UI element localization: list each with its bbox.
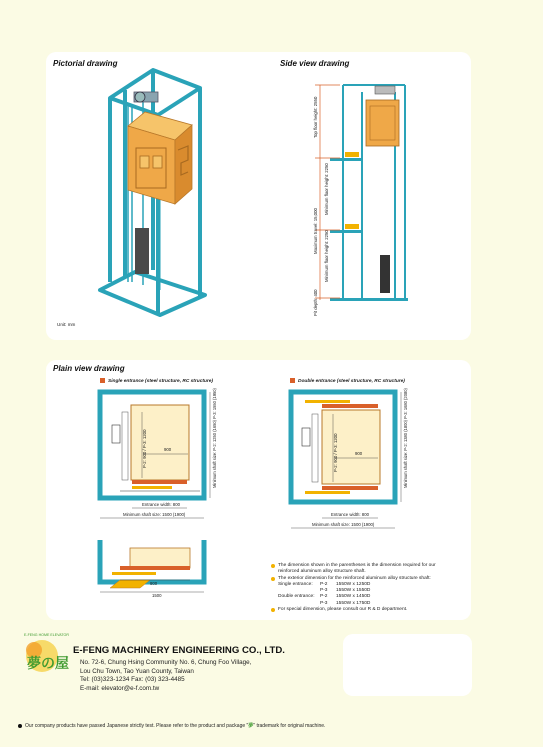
single-car-depth: P-2: 900 / P-3: 1200: [142, 429, 147, 468]
footer-logo: 夢: [248, 723, 254, 729]
side-view-heading: Side view drawing: [280, 59, 350, 68]
max-travel: Maximum travel: 15,000: [313, 208, 318, 254]
detail-dim-1: 800: [150, 581, 158, 586]
company-name: E-FENG MACHINERY ENGINEERING CO., LTD.: [73, 645, 285, 656]
spec-row: Double entrance: P-2 1550W x 1450D: [278, 594, 371, 600]
single-car-width: 900: [164, 447, 172, 452]
address-line-1: No. 72-6, Chung Hsing Community No. 6, Chung Foo Village,: [80, 659, 252, 666]
note-1: The dimension shown in the parentheses is the dimension required for our: [271, 563, 481, 569]
company-address: [80, 659, 251, 693]
min-floor-height-2: Minimum floor height: 2250: [324, 230, 329, 282]
note-1-cont: reinforced aluminum alloy structure shaft.: [278, 569, 366, 575]
single-shaft-depth: Minimum shaft size: P-2: 1250 (1650) P-3: 1550 (1950): [212, 388, 217, 488]
logo-arc-text: E-FENG HOME ELEVATOR: [24, 633, 69, 637]
double-entrance-legend: Double entrance (steel structure, RC structure): [290, 378, 405, 384]
double-car-width: 900: [355, 451, 363, 456]
plain-view-heading: Plain view drawing: [53, 364, 125, 373]
address-line-2: Lou Chu Town, Tao Yuan County, Taiwan: [80, 667, 194, 675]
note-3: For special dimension, please consult our R & D department.: [271, 607, 481, 613]
spec-row: P-3 1550W x 1550D: [320, 588, 371, 594]
note-2: The exterior dimension for the reinforced aluminum alloy structure shaft:: [271, 576, 481, 582]
unit-label: Unit: mm: [57, 322, 76, 327]
double-shaft-depth: Minimum shaft size: P-2: 1380 (1800) P-3: 1680 (2080): [403, 388, 408, 488]
spec-row: Single entrance: P-2 1550W x 1250D: [278, 581, 371, 587]
phone-fax: Tel: (03)323-1234 Fax: (03) 323-4485: [80, 676, 185, 683]
double-car-depth: P-2: 900 / P-3: 1200: [333, 433, 338, 472]
double-entrance-width: Entrance width: 800: [331, 512, 369, 517]
bullet-icon: [18, 724, 22, 728]
pictorial-heading: Pictorial drawing: [53, 59, 118, 68]
min-floor-height-1: Minimum floor height: 2250: [324, 163, 329, 215]
single-entrance-width: Entrance width: 800: [142, 502, 180, 507]
spec-row: P-3 1550W x 1750D: [320, 600, 371, 606]
pit-depth: Pit depth: 400: [313, 289, 318, 316]
top-floor-height: Top floor height: 2550: [313, 96, 318, 138]
logo-text: 夢の屋: [27, 656, 69, 672]
detail-dim-2: 1500: [152, 593, 162, 598]
single-shaft-width: Minimum shaft size: 1500 (1900): [123, 512, 186, 517]
email: E-mail: elevator@e-f.com.tw: [80, 684, 160, 692]
double-shaft-width: Minimum shaft size: 1500 (1900): [312, 522, 375, 527]
footer-note: Our company products have passed Japanese strictly test. Please refer to the product and package "夢" trademark for original machine.: [18, 722, 325, 729]
single-entrance-legend: Single entrance (steel structure, RC structure): [100, 378, 213, 384]
